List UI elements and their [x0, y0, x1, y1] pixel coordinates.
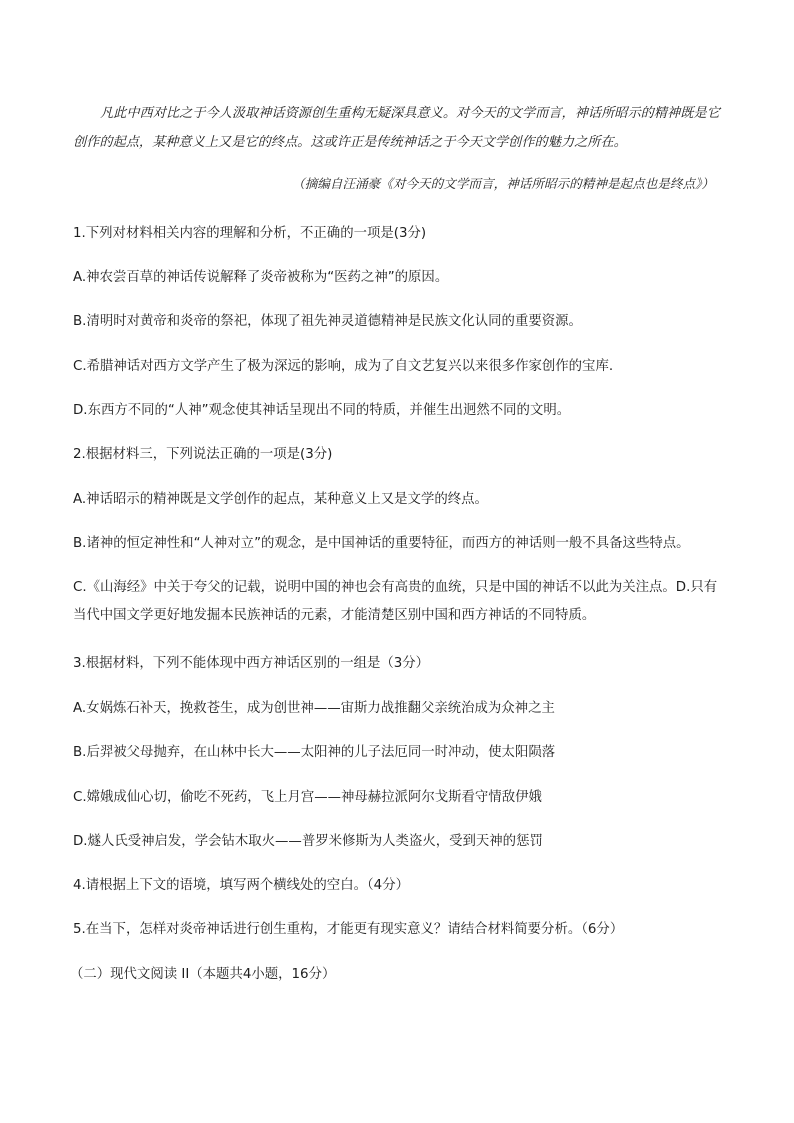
passage-paragraph: 凡此中西对比之于今人汲取神话资源创生重构无疑深具意义。对今天的文学而言，神话所昭示的精神既是它创作的起点，某种意义上又是它的终点。这或许正是传统神话之于今天文学创作的魅力之所在。 [73, 106, 720, 150]
question-3-option-d: D.燧人氏受神启发，学会钻木取火——普罗米修斯为人类盗火，受到天神的惩罚 [73, 834, 543, 849]
question-1-option-a: A.神农尝百草的神话传说解释了炎帝被称为“医药之神”的原因。 [73, 270, 449, 285]
question-1-stem: 1.下列对材料相关内容的理解和分析，不正确的一项是(3分) [73, 226, 427, 241]
question-3-option-b: B.后羿被父母抛弃，在山林中长大——太阳神的儿子法厄同一时冲动，使太阳陨落 [73, 745, 556, 760]
question-3-stem: 3.根据材料，下列不能体现中西方神话区别的一组是（3分） [73, 656, 430, 671]
passage-source: （摘编自汪涌豪《对今天的文学而言，神话所昭示的精神是起点也是终点》） [292, 176, 714, 191]
question-2-option-c-d: C.《山海经》中关于夸父的记载，说明中国的神也会有高贵的血统，只是中国的神话不以此为关注点。D.只有当代中国文学更好地发掘本民族神话的元素，才能清楚区别中国和西方神话的不同特质。 [73, 580, 718, 623]
question-4-stem: 4.请根据上下文的语境，填写两个横线处的空白。（4分） [73, 878, 409, 893]
question-2-option-b: B.诸神的恒定神性和“人神对立”的观念，是中国神话的重要特征，而西方的神话则一般不具备这些特点。 [73, 536, 690, 551]
question-1-option-b: B.清明时对黄帝和炎帝的祭祀，体现了祖先神灵道德精神是民族文化认同的重要资源。 [73, 314, 582, 329]
section-heading: （二）现代文阅读 II（本题共4小题，16分） [70, 967, 336, 982]
question-2-option-a: A.神话昭示的精神既是文学创作的起点，某种意义上又是文学的终点。 [73, 492, 488, 507]
question-5-stem: 5.在当下，怎样对炎帝神话进行创生重构，才能更有现实意义？请结合材料简要分析。（6分） [73, 922, 624, 937]
question-3-option-c: C.嫦娥成仙心切，偷吃不死药，飞上月宫——神母赫拉派阿尔戈斯看守情敌伊娥 [73, 790, 542, 805]
question-2-stem: 2.根据材料三，下列说法正确的一项是(3分) [73, 447, 333, 462]
question-3-option-a: A.女娲炼石补天，挽救苍生，成为创世神——宙斯力战推翻父亲统治成为众神之主 [73, 701, 555, 716]
question-1-option-c: C.希腊神话对西方文学产生了极为深远的影响，成为了自文艺复兴以来很多作家创作的宝库. [73, 359, 614, 374]
question-1-option-d: D.东西方不同的“人神”观念使其神话呈现出不同的特质，并催生出迥然不同的文明。 [73, 403, 571, 418]
